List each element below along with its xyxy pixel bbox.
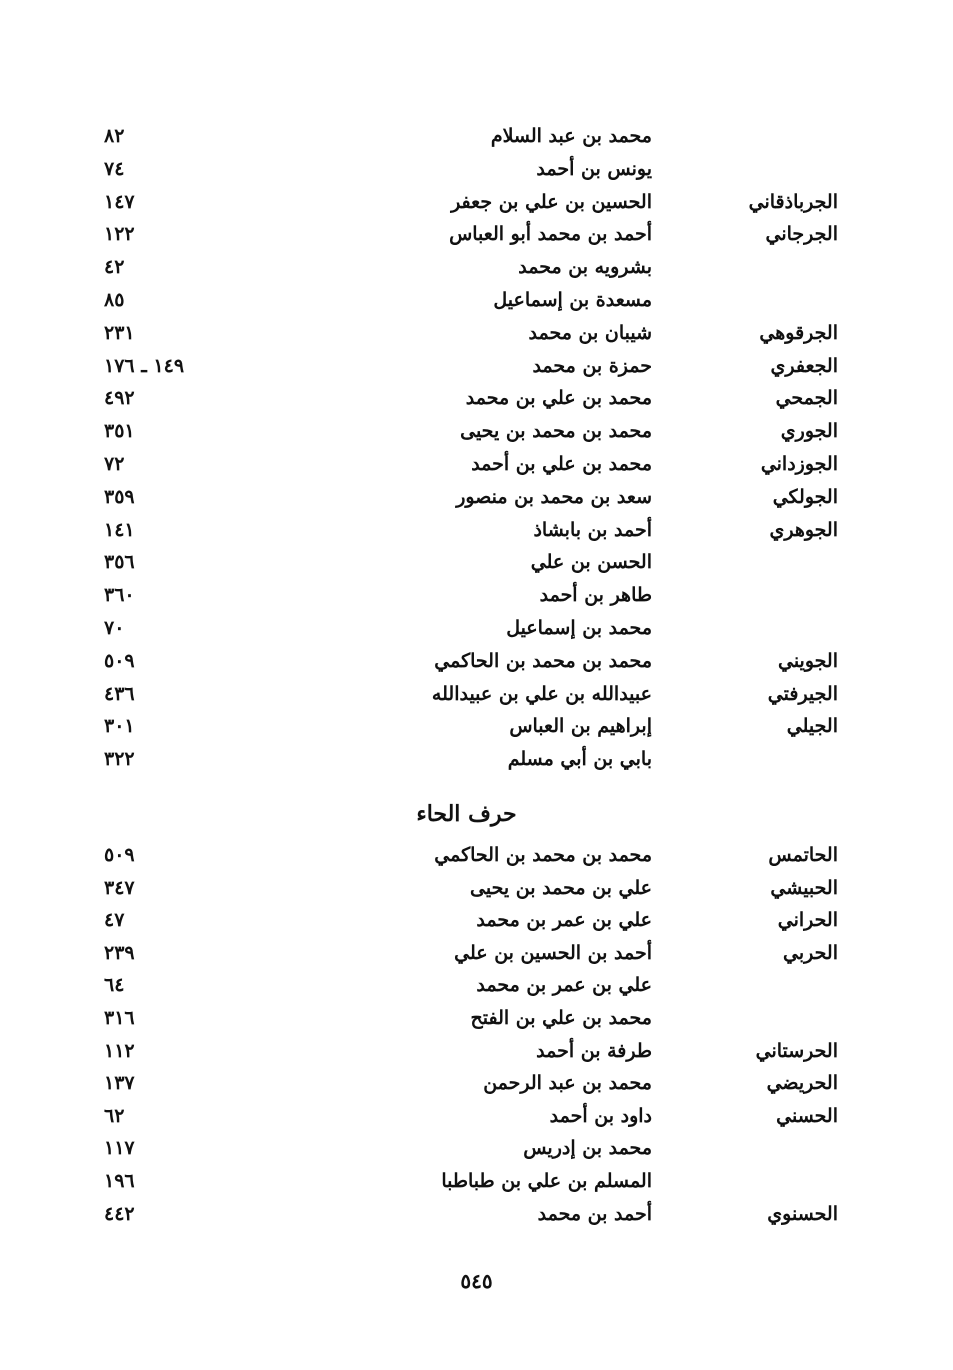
index-entry (90, 1101, 850, 1131)
nisba-label: الحربي (783, 941, 838, 964)
person-name: طرفة بن أحمد (536, 1039, 652, 1062)
person-name: علي بن عمر بن محمد (476, 974, 652, 997)
person-name: محمد بن علي بن الفتح (470, 1007, 652, 1029)
page-number: ٥٤٥ (460, 1269, 493, 1293)
nisba-label: الجولكي (772, 485, 838, 508)
person-name: محمد بن محمد بن الحاكمي (434, 649, 652, 672)
page-reference: ٨٥ (104, 289, 125, 311)
person-name: سعد بن محمد بن منصور (456, 485, 652, 508)
nisba-label: الجيلي (786, 715, 838, 738)
page-reference: ٣٤٧ (104, 876, 135, 899)
index-entry (90, 1199, 850, 1229)
person-name: حمزة بن محمد (532, 354, 652, 377)
index-entry (90, 970, 850, 1000)
person-name: إبراهيم بن العباس (509, 715, 652, 738)
nisba-label: الجوري (780, 420, 838, 443)
page-reference: ١١٢ (104, 1039, 135, 1062)
index-entry (90, 318, 850, 348)
index-entry (90, 1036, 850, 1066)
nisba-label: الجيرفتي (767, 682, 838, 705)
person-name: عبيدالله بن علي بن عبيدالله (431, 682, 652, 705)
page-reference: ٤٣٦ (104, 682, 135, 705)
page-reference: ٥٠٩ (104, 649, 135, 672)
page-reference: ٦٢ (104, 1104, 125, 1127)
index-entry (90, 938, 850, 968)
page-reference: ٤٧ (104, 909, 125, 932)
page-reference: ١٢٢ (104, 223, 135, 246)
index-entry (90, 482, 850, 512)
person-name: الحسن بن علي (530, 551, 652, 574)
page-reference: ٤٩٢ (104, 387, 135, 410)
page-reference: ٣١٦ (104, 1007, 135, 1029)
person-name: أحمد بن محمد أبو العباس (449, 223, 652, 246)
person-name: أحمد بن محمد (537, 1202, 652, 1225)
person-name: بابي بن أبي مسلم (507, 748, 652, 771)
person-name: محمد بن عبد السلام (490, 125, 652, 147)
page-reference: ١٩٦ (104, 1170, 135, 1192)
nisba-label: الجرقوهي (759, 321, 838, 344)
index-entry (90, 547, 850, 577)
index-entry (90, 580, 850, 610)
page-reference: ٣٠١ (104, 715, 135, 738)
index-entry (90, 905, 850, 935)
page-reference: ١٣٧ (104, 1072, 135, 1095)
page-reference: ٨٢ (104, 125, 125, 147)
page-reference: ١٤٧ (104, 190, 135, 213)
page-reference: ٢٣١ (104, 321, 135, 344)
index-entry (90, 285, 850, 315)
page-reference: ٢٣٩ (104, 941, 135, 964)
section-heading: حرف الحاء (416, 801, 517, 827)
page-reference: ١٤٩ ـ ١٧٦ (104, 354, 185, 377)
page-reference: ٧٠ (104, 617, 125, 639)
nisba-label: الجوهري (769, 518, 838, 541)
person-name: محمد بن علي بن محمد (465, 387, 652, 410)
index-entry (90, 219, 850, 249)
nisba-label: الجوزداني (760, 453, 838, 475)
person-name: يونس بن أحمد (536, 157, 652, 180)
page-reference: ١٤١ (104, 518, 135, 541)
index-entry (90, 515, 850, 545)
person-name: أحمد بن الحسين بن علي (454, 941, 652, 964)
page-reference: ٧٤ (104, 157, 125, 180)
nisba-label: الحبيشي (770, 876, 838, 899)
person-name: أحمد بن بابشاذ (533, 518, 652, 541)
index-entry (90, 711, 850, 741)
index-entry (90, 646, 850, 676)
person-name: محمد بن محمد بن يحيى (460, 420, 652, 443)
index-entry (90, 351, 850, 381)
nisba-label: الحريضي (766, 1072, 838, 1095)
person-name: علي بن عمر بن محمد (476, 909, 652, 932)
page-reference: ٧٢ (104, 453, 125, 475)
nisba-label: الحسني (776, 1104, 838, 1127)
person-name: محمد بن إسماعيل (506, 617, 652, 639)
page-reference: ٣٢٢ (104, 748, 135, 771)
nisba-label: الجمحي (775, 387, 838, 410)
nisba-label: الجرجاني (765, 223, 838, 246)
index-entry (90, 613, 850, 643)
index-entry (90, 416, 850, 446)
page-reference: ٣٦٠ (104, 584, 135, 607)
nisba-label: الحاتمس (768, 844, 838, 866)
nisba-label: الحراني (777, 909, 838, 932)
nisba-label: الجعفري (770, 354, 838, 377)
page-reference: ١١٧ (104, 1137, 135, 1160)
nisba-label: الجويني (777, 649, 838, 672)
nisba-label: الجرباذقاني (748, 190, 838, 213)
person-name: مسعدة بن إسماعيل (493, 289, 652, 311)
person-name: طاهر بن أحمد (539, 584, 652, 607)
index-entry (90, 873, 850, 903)
person-name: داود بن أحمد (549, 1104, 652, 1127)
index-entry (90, 1166, 850, 1196)
index-entry (90, 449, 850, 479)
index-entry (90, 679, 850, 709)
index-entry (90, 1133, 850, 1163)
index-entry (90, 744, 850, 774)
index-entry (90, 383, 850, 413)
index-entry (90, 121, 850, 151)
person-name: محمد بن إدريس (523, 1137, 652, 1160)
index-entry (90, 252, 850, 282)
page-reference: ٣٥٩ (104, 485, 135, 508)
index-entry (90, 840, 850, 870)
person-name: علي بن محمد بن يحيى (470, 876, 652, 899)
index-entry (90, 154, 850, 184)
person-name: المسلم بن علي بن طباطبا (441, 1170, 652, 1192)
page-reference: ٦٤ (104, 974, 125, 997)
index-entry (90, 1068, 850, 1098)
index-entry (90, 187, 850, 217)
person-name: محمد بن عبد الرحمن (483, 1072, 652, 1095)
person-name: محمد بن محمد بن الحاكمي (434, 844, 652, 866)
nisba-label: الحسنوي (767, 1202, 838, 1225)
page-reference: ٣٥١ (104, 420, 135, 443)
person-name: شيبان بن محمد (528, 321, 652, 344)
page-reference: ٣٥٦ (104, 551, 135, 574)
page-reference: ٤٤٢ (104, 1202, 135, 1225)
person-name: بشرويه بن محمد (518, 256, 652, 279)
index-entry (90, 1003, 850, 1033)
page-reference: ٥٠٩ (104, 844, 135, 866)
page-reference: ٤٢ (104, 256, 125, 279)
nisba-label: الحرستاني (755, 1039, 838, 1062)
person-name: محمد بن علي بن أحمد (471, 453, 652, 475)
person-name: الحسين بن علي بن جعفر (451, 190, 652, 213)
